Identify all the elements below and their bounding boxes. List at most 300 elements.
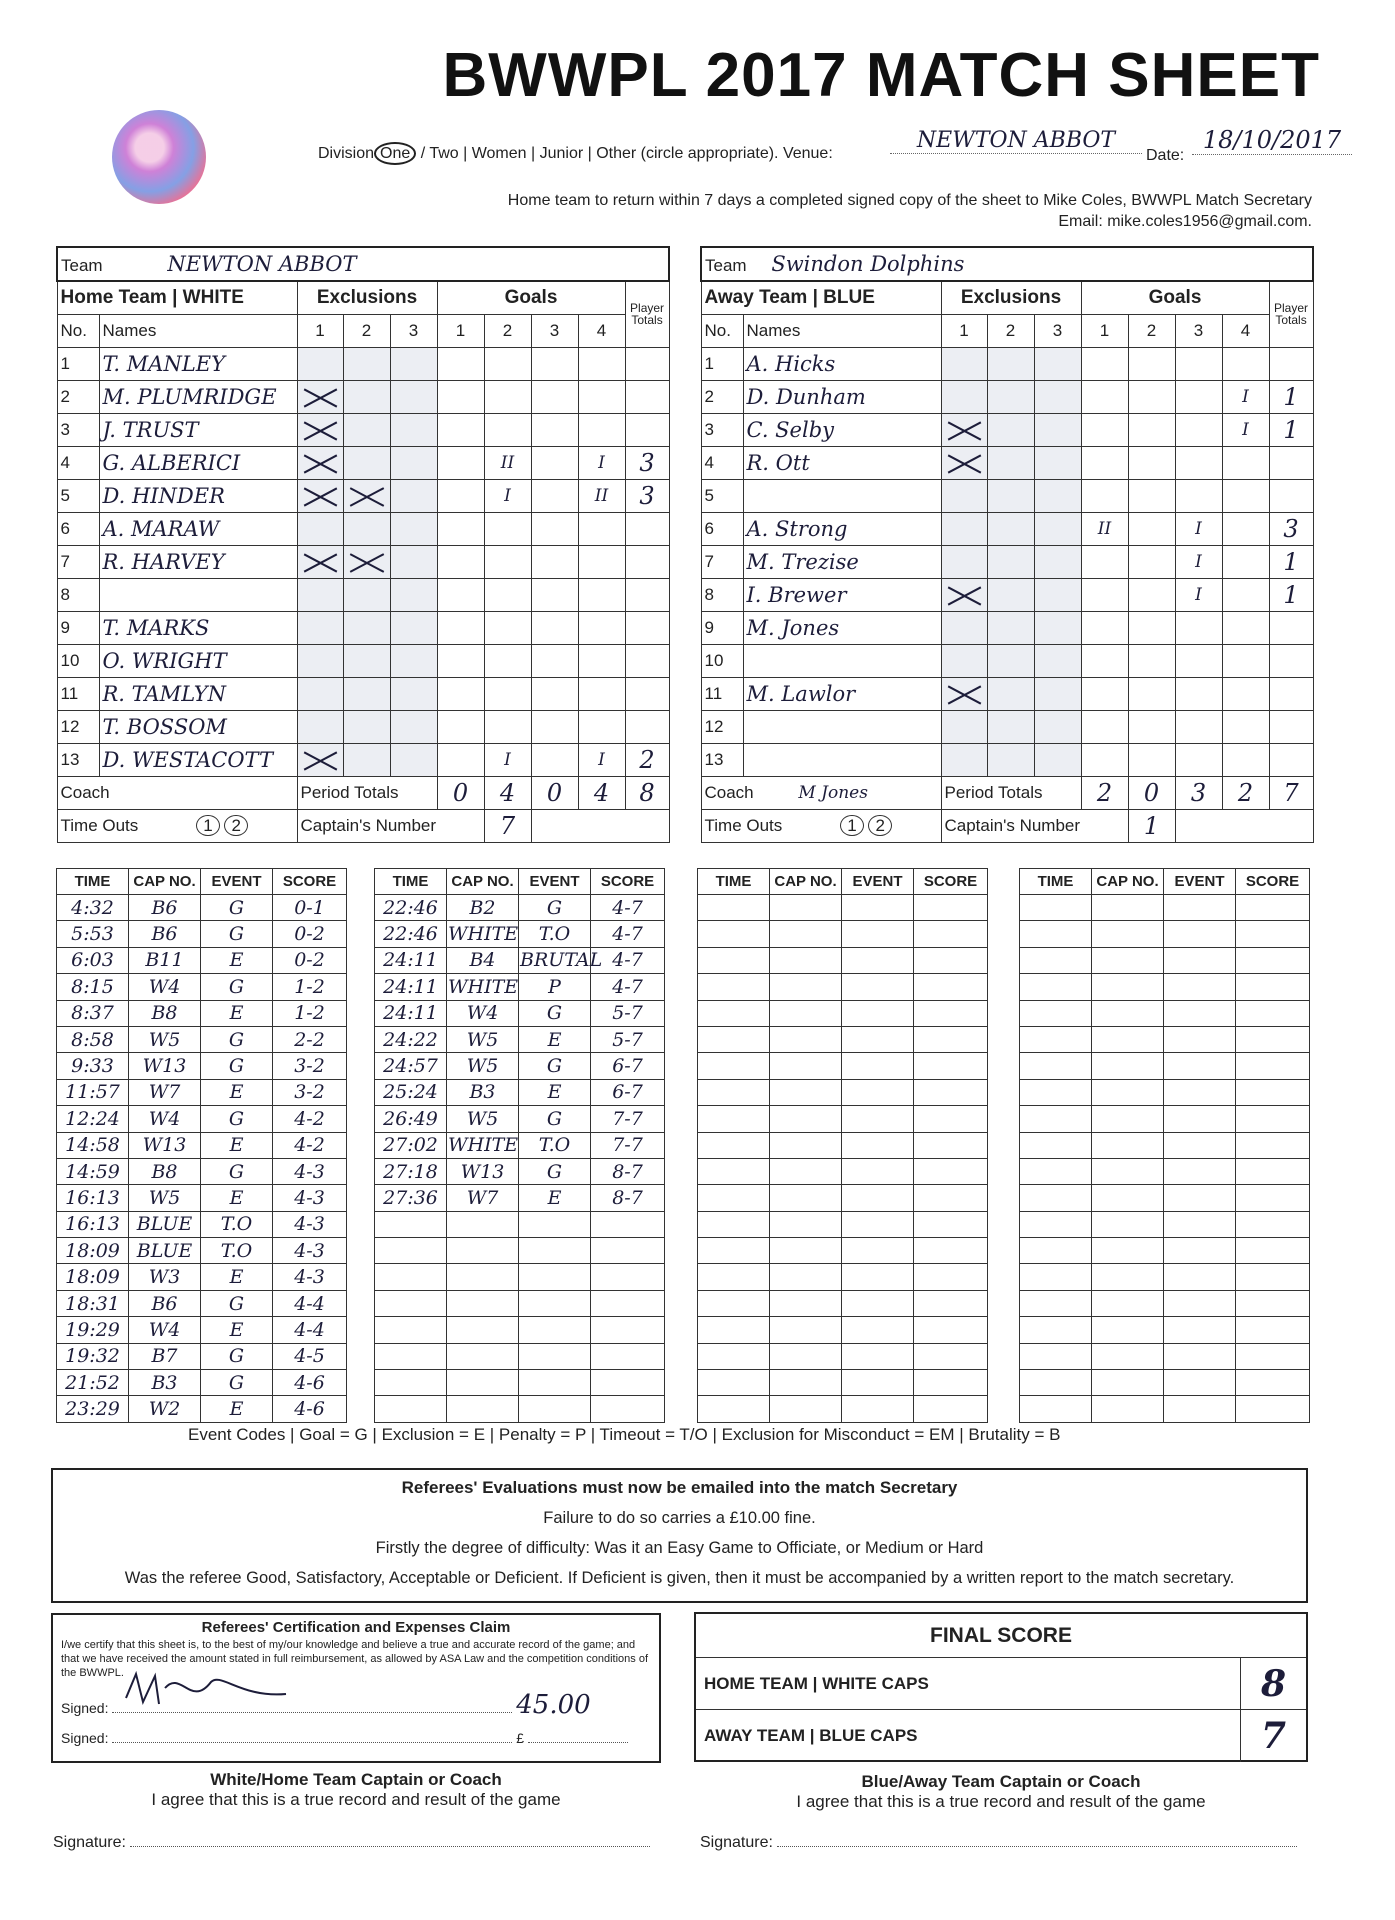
exclusion-1 [941, 644, 987, 677]
log-row [375, 1370, 665, 1396]
log-event: G [519, 1158, 591, 1184]
log-row [1020, 895, 1310, 921]
log-time [698, 1053, 770, 1079]
away-captain-block [694, 1772, 1308, 1812]
log-score [1236, 947, 1310, 973]
log-row [375, 921, 665, 947]
home-team-name: NEWTON ABBOT [167, 252, 357, 276]
final-score-title: FINAL SCORE [696, 1614, 1306, 1658]
log-event [519, 1238, 591, 1264]
log-time [1020, 1264, 1092, 1290]
player-total: 1 [1269, 578, 1313, 611]
player-name: M. Lawlor [743, 677, 941, 710]
log-score: 6-7 [591, 1079, 665, 1105]
event-log-3-rows [698, 895, 988, 1423]
log-event [1164, 1396, 1236, 1422]
log-time: 8:37 [57, 1000, 129, 1026]
log-score [1236, 1317, 1310, 1343]
exclusion-1 [941, 578, 987, 611]
referee-eval-title: Referees' Evaluations must now be emailed into the match Secretary [401, 1478, 958, 1497]
log-time: 23:29 [57, 1396, 129, 1422]
log-time [375, 1211, 447, 1237]
goal-col-4: 4 [1222, 314, 1269, 347]
player-number: 5 [57, 479, 99, 512]
log-event [1164, 1238, 1236, 1264]
cap-header: CAP NO. [129, 869, 201, 895]
log-score: 4-2 [273, 1132, 347, 1158]
log-cap [1092, 895, 1164, 921]
goals-p3 [531, 578, 578, 611]
exclusion-3 [1034, 545, 1081, 578]
log-row [698, 1317, 988, 1343]
log-row [1020, 1185, 1310, 1211]
log-cap [447, 1370, 519, 1396]
log-row [57, 1079, 347, 1105]
home-timeouts-cell [57, 809, 297, 842]
log-time: 25:24 [375, 1079, 447, 1105]
player-total [1269, 347, 1313, 380]
log-event: E [201, 947, 273, 973]
return-instructions [300, 190, 1312, 232]
away-signature-field[interactable] [777, 1846, 1297, 1847]
exclusion-1 [297, 512, 343, 545]
home-captain-block [51, 1770, 661, 1810]
log-row [57, 1264, 347, 1290]
away-period-3: 3 [1175, 776, 1222, 809]
exclusion-2 [987, 578, 1034, 611]
log-cap: B8 [129, 1000, 201, 1026]
player-number: 7 [701, 545, 743, 578]
log-time [698, 921, 770, 947]
exclusion-1 [297, 446, 343, 479]
log-time: 18:09 [57, 1264, 129, 1290]
away-player-row [701, 479, 1313, 512]
player-totals-label-2: Totals [1275, 313, 1307, 328]
goals-p4 [578, 710, 625, 743]
player-total [625, 347, 669, 380]
log-cap [1092, 1158, 1164, 1184]
goals-header: Goals [1081, 281, 1269, 314]
goals-p4 [578, 347, 625, 380]
log-score [591, 1264, 665, 1290]
goals-p2 [484, 380, 531, 413]
home-player-row [57, 710, 669, 743]
log-cap [1092, 1370, 1164, 1396]
goals-p2 [484, 347, 531, 380]
log-cap [1092, 1185, 1164, 1211]
log-cap: W2 [129, 1396, 201, 1422]
log-event [1164, 1290, 1236, 1316]
log-score: 4-7 [591, 921, 665, 947]
log-time [1020, 947, 1092, 973]
log-time [698, 1211, 770, 1237]
log-time: 27:18 [375, 1158, 447, 1184]
log-score: 4-3 [273, 1158, 347, 1184]
log-cap [447, 1290, 519, 1316]
goals-p3: I [1175, 512, 1222, 545]
log-event: E [201, 1000, 273, 1026]
exclusion-3 [1034, 644, 1081, 677]
goals-p1 [1081, 578, 1128, 611]
exclusion-1 [297, 479, 343, 512]
player-name: D. WESTACOTT [99, 743, 297, 776]
exclusion-2 [343, 512, 390, 545]
timeout-1: 1 [840, 815, 863, 836]
exclusion-2 [987, 380, 1034, 413]
home-player-row [57, 479, 669, 512]
away-period-4: 2 [1222, 776, 1269, 809]
log-event [1164, 947, 1236, 973]
log-row [57, 974, 347, 1000]
player-name: M. PLUMRIDGE [99, 380, 297, 413]
log-time: 24:22 [375, 1026, 447, 1052]
log-time [1020, 1396, 1092, 1422]
home-player-rows [57, 347, 669, 776]
log-score [1236, 1185, 1310, 1211]
amount-field-2 [528, 1742, 628, 1743]
captains-number-label: Captain's Number [297, 809, 484, 842]
log-score [914, 1396, 988, 1422]
log-event: G [201, 921, 273, 947]
player-number: 3 [701, 413, 743, 446]
excl-col-3: 3 [1034, 314, 1081, 347]
goals-p4 [1222, 512, 1269, 545]
exclusion-2 [343, 578, 390, 611]
log-event [842, 947, 914, 973]
goals-p2 [1128, 479, 1175, 512]
log-event [842, 1317, 914, 1343]
referee-evaluation-box [51, 1468, 1308, 1603]
names-header: Names [99, 314, 297, 347]
log-row [1020, 1370, 1310, 1396]
player-number: 11 [57, 677, 99, 710]
player-total: 1 [1269, 413, 1313, 446]
log-cap [770, 1106, 842, 1132]
player-number: 7 [57, 545, 99, 578]
player-number: 13 [701, 743, 743, 776]
away-player-row [701, 380, 1313, 413]
log-row [698, 1185, 988, 1211]
player-name [99, 578, 297, 611]
sheet-title: BWWPL 2017 MATCH SHEET [442, 41, 1320, 110]
exclusions-header: Exclusions [297, 281, 437, 314]
player-name: R. Ott [743, 446, 941, 479]
log-score: 2-2 [273, 1026, 347, 1052]
log-score [591, 1370, 665, 1396]
away-player-row [701, 413, 1313, 446]
log-time [698, 1106, 770, 1132]
period-totals-label: Period Totals [941, 776, 1081, 809]
player-number: 6 [57, 512, 99, 545]
cap-header: CAP NO. [1092, 869, 1164, 895]
log-cap [1092, 1264, 1164, 1290]
log-event [842, 1158, 914, 1184]
log-score [1236, 1079, 1310, 1105]
log-time [698, 1026, 770, 1052]
away-total: 7 [1269, 776, 1313, 809]
goals-p4: I [1222, 413, 1269, 446]
goals-p3 [531, 710, 578, 743]
log-row [1020, 1264, 1310, 1290]
log-event [842, 1132, 914, 1158]
goals-p1 [1081, 413, 1128, 446]
log-event [842, 895, 914, 921]
log-score [914, 1343, 988, 1369]
log-score: 1-2 [273, 1000, 347, 1026]
log-score: 0-2 [273, 947, 347, 973]
exclusion-3 [390, 479, 437, 512]
goals-p4 [1222, 644, 1269, 677]
goals-p3 [531, 644, 578, 677]
log-event [1164, 974, 1236, 1000]
log-event [842, 1000, 914, 1026]
player-number: 8 [701, 578, 743, 611]
log-event [1164, 1343, 1236, 1369]
exclusion-3 [390, 644, 437, 677]
exclusion-2 [343, 710, 390, 743]
log-row [1020, 1132, 1310, 1158]
goals-p1 [437, 710, 484, 743]
event-codes-legend: Event Codes | Goal = G | Exclusion = E | Penalty = P | Timeout = T/O | Exclusion for Misconduct = EM | Brutality = B [188, 1425, 1061, 1444]
goals-p4: I [1222, 380, 1269, 413]
names-header: Names [743, 314, 941, 347]
log-event [842, 1053, 914, 1079]
log-event [519, 1370, 591, 1396]
log-time [1020, 1026, 1092, 1052]
goals-p1: II [1081, 512, 1128, 545]
log-cap: BLUE [129, 1211, 201, 1237]
exclusion-1 [941, 611, 987, 644]
goal-col-1: 1 [437, 314, 484, 347]
goals-p1 [1081, 710, 1128, 743]
log-score: 8-7 [591, 1158, 665, 1184]
exclusion-1 [941, 545, 987, 578]
exclusion-2 [987, 611, 1034, 644]
log-row [57, 1370, 347, 1396]
log-row [57, 1106, 347, 1132]
log-cap [770, 1370, 842, 1396]
log-time [375, 1238, 447, 1264]
home-player-row [57, 644, 669, 677]
log-event: G [201, 974, 273, 1000]
log-row [698, 1106, 988, 1132]
goals-p2 [484, 710, 531, 743]
log-score: 7-7 [591, 1106, 665, 1132]
exclusion-3 [390, 611, 437, 644]
player-name: T. MANLEY [99, 347, 297, 380]
log-score: 4-3 [273, 1211, 347, 1237]
referee-eval-line1: Failure to do so carries a £10.00 fine. [543, 1509, 816, 1527]
log-row [57, 1053, 347, 1079]
log-score [914, 1185, 988, 1211]
log-time: 21:52 [57, 1370, 129, 1396]
away-team-title: Away Team | BLUE [701, 281, 941, 314]
log-score [1236, 1106, 1310, 1132]
away-player-row [701, 512, 1313, 545]
exclusion-1 [941, 512, 987, 545]
goals-p1 [1081, 611, 1128, 644]
log-event: T.O [201, 1211, 273, 1237]
log-time: 5:53 [57, 921, 129, 947]
log-event [519, 1211, 591, 1237]
log-score: 4-6 [273, 1396, 347, 1422]
excl-col-1: 1 [297, 314, 343, 347]
final-home-row [696, 1658, 1306, 1710]
log-cap: B11 [129, 947, 201, 973]
player-total [1269, 677, 1313, 710]
timeout-1: 1 [196, 815, 219, 836]
player-name: T. BOSSOM [99, 710, 297, 743]
log-event [1164, 1000, 1236, 1026]
log-time: 8:15 [57, 974, 129, 1000]
player-number: 9 [701, 611, 743, 644]
goals-p1 [437, 479, 484, 512]
log-time [698, 1264, 770, 1290]
log-event: E [201, 1264, 273, 1290]
log-time: 22:46 [375, 895, 447, 921]
exclusion-2 [343, 347, 390, 380]
division-line [318, 145, 833, 163]
signature-field-2 [112, 1742, 512, 1743]
event-header: EVENT [201, 869, 273, 895]
goals-p2 [1128, 644, 1175, 677]
log-event: G [201, 1106, 273, 1132]
log-score [914, 1290, 988, 1316]
final-away-row [696, 1710, 1306, 1762]
exclusion-3 [1034, 479, 1081, 512]
log-cap: WHITE [447, 921, 519, 947]
log-score [914, 1264, 988, 1290]
score-header: SCORE [914, 869, 988, 895]
goals-p4 [578, 413, 625, 446]
log-event [519, 1317, 591, 1343]
home-player-row [57, 512, 669, 545]
log-cap [770, 921, 842, 947]
referee-eval-line3: Was the referee Good, Satisfactory, Acceptable or Deficient. If Deficient is given, then it must be accompanied by a written report to the match secretary. [124, 1569, 1235, 1587]
exclusion-2 [343, 446, 390, 479]
exclusion-3 [390, 446, 437, 479]
log-row [1020, 974, 1310, 1000]
team-label: Team [705, 256, 747, 275]
signature-label: Signature: [700, 1834, 773, 1851]
event-log-2-rows [375, 895, 665, 1423]
log-cap [1092, 1396, 1164, 1422]
home-player-row [57, 677, 669, 710]
log-event [842, 1238, 914, 1264]
log-event: G [201, 1053, 273, 1079]
home-signature-line [53, 1834, 650, 1852]
exclusion-3 [1034, 347, 1081, 380]
goals-p4 [578, 644, 625, 677]
player-name [743, 710, 941, 743]
goals-p3 [1175, 743, 1222, 776]
log-score [1236, 1158, 1310, 1184]
log-time [1020, 1317, 1092, 1343]
log-score [914, 1158, 988, 1184]
goals-p2: II [484, 446, 531, 479]
log-cap: W4 [129, 974, 201, 1000]
log-cap [770, 1264, 842, 1290]
log-row [1020, 1079, 1310, 1105]
player-number: 10 [701, 644, 743, 677]
home-player-row [57, 413, 669, 446]
log-event: G [201, 895, 273, 921]
goals-p1 [437, 611, 484, 644]
log-event [1164, 1158, 1236, 1184]
log-event: P [519, 974, 591, 1000]
goals-p3 [1175, 710, 1222, 743]
log-score [914, 1079, 988, 1105]
log-time: 16:13 [57, 1185, 129, 1211]
log-score: 3-2 [273, 1053, 347, 1079]
away-team-table [700, 246, 1314, 843]
exclusion-2 [343, 743, 390, 776]
log-cap: W5 [129, 1185, 201, 1211]
exclusion-3 [1034, 578, 1081, 611]
log-time: 26:49 [375, 1106, 447, 1132]
log-row [375, 1106, 665, 1132]
log-cap [1092, 1211, 1164, 1237]
log-cap [1092, 1079, 1164, 1105]
log-score [914, 895, 988, 921]
event-log-4-rows [1020, 895, 1310, 1423]
log-cap [770, 1053, 842, 1079]
log-time [375, 1264, 447, 1290]
log-row [375, 947, 665, 973]
log-row [1020, 1158, 1310, 1184]
goals-p3 [531, 545, 578, 578]
goals-p2 [484, 677, 531, 710]
log-row [698, 1290, 988, 1316]
player-total [1269, 446, 1313, 479]
period-totals-label: Period Totals [297, 776, 437, 809]
log-row [698, 1343, 988, 1369]
home-period-3: 0 [531, 776, 578, 809]
goals-p4 [578, 512, 625, 545]
log-score: 4-7 [591, 947, 665, 973]
referee-signature-scribble [121, 1668, 291, 1708]
home-coach-cell [57, 776, 297, 809]
log-cap [447, 1264, 519, 1290]
player-name: M. Jones [743, 611, 941, 644]
log-row [57, 1343, 347, 1369]
amount-1: 45.00 [516, 1690, 591, 1720]
exclusion-3 [390, 578, 437, 611]
timeout-2: 2 [224, 815, 247, 836]
log-score: 4-3 [273, 1185, 347, 1211]
log-score: 4-7 [591, 895, 665, 921]
log-event [842, 921, 914, 947]
exclusion-2 [987, 512, 1034, 545]
player-name: O. WRIGHT [99, 644, 297, 677]
away-period-2: 0 [1128, 776, 1175, 809]
log-time [698, 1343, 770, 1369]
log-event: G [519, 895, 591, 921]
goals-p4 [578, 380, 625, 413]
home-team-table [56, 246, 670, 843]
log-cap [1092, 1053, 1164, 1079]
log-time: 9:33 [57, 1053, 129, 1079]
event-log-3 [697, 868, 988, 1423]
home-total: 8 [625, 776, 669, 809]
player-name: D. HINDER [99, 479, 297, 512]
log-row [57, 895, 347, 921]
home-signature-field[interactable] [130, 1846, 650, 1847]
goals-p1 [437, 677, 484, 710]
player-total: 1 [1269, 545, 1313, 578]
log-cap: B6 [129, 1290, 201, 1316]
final-away-label: AWAY TEAM | BLUE CAPS [704, 1726, 918, 1745]
